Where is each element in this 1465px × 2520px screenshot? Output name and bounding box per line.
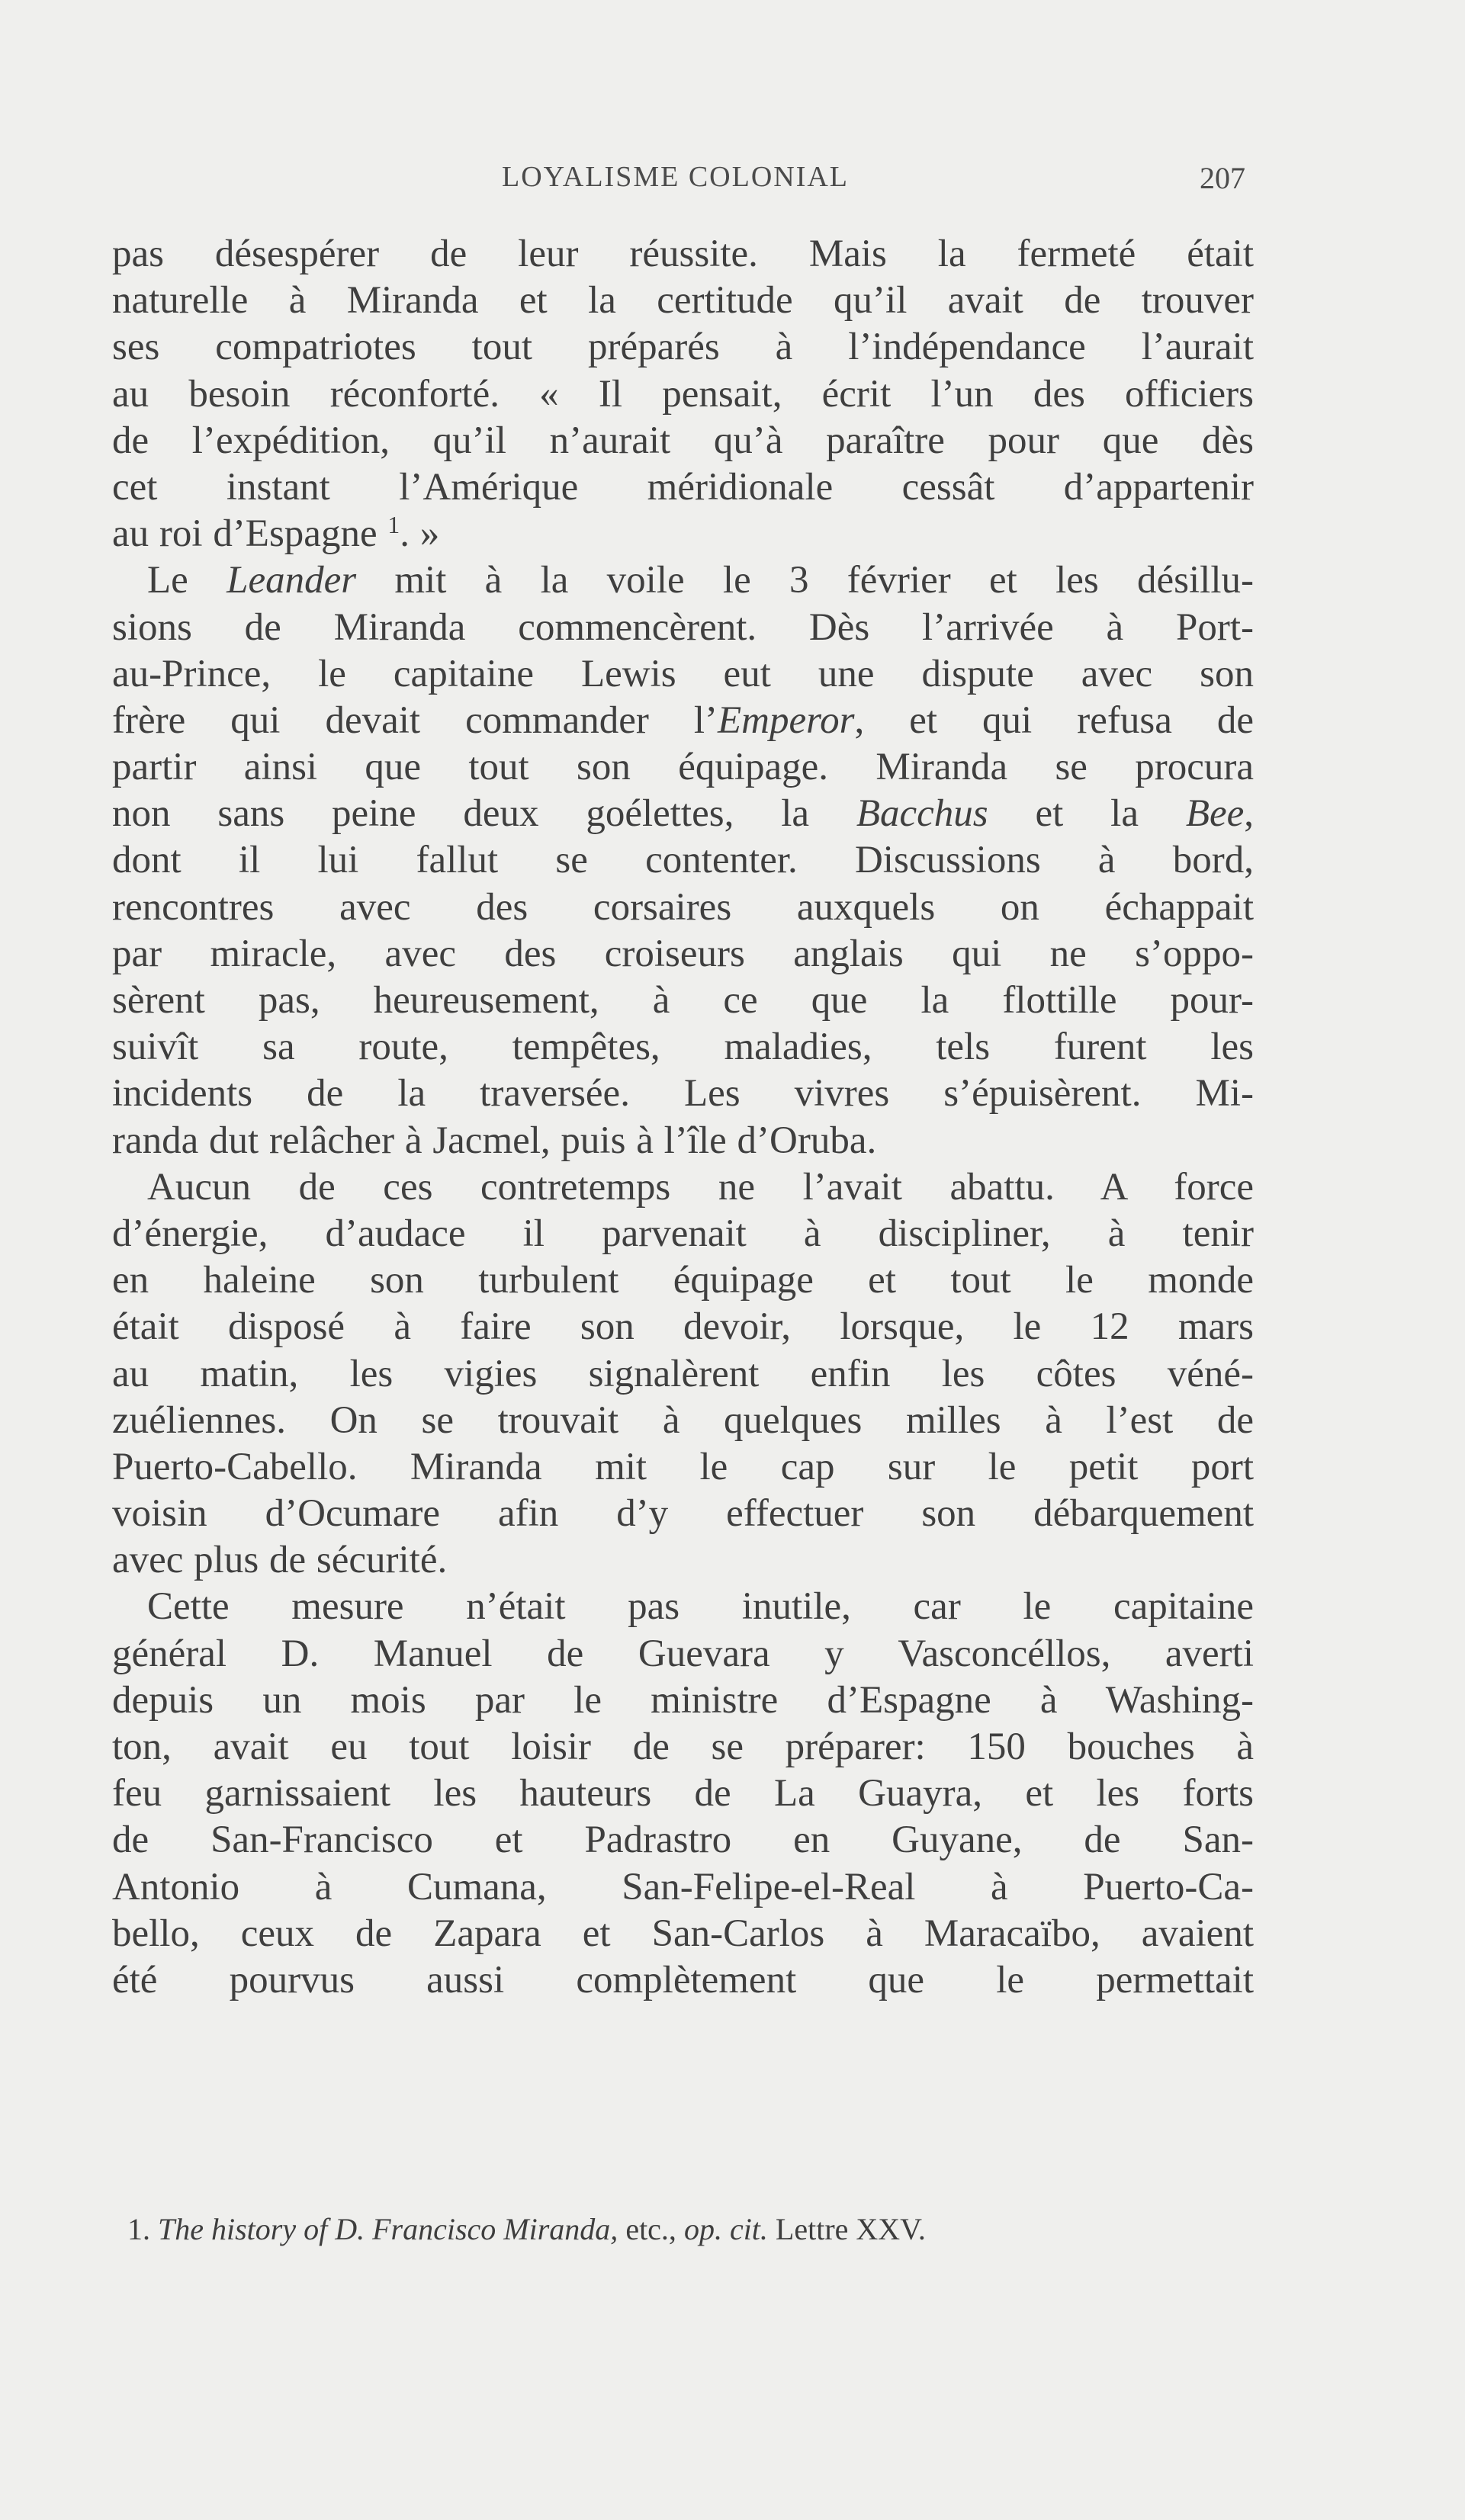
- text-line: général D. Manuel de Guevara y Vasconcéllos, averti: [112, 1632, 1254, 1675]
- text-fragment: non sans peine deux goélettes, la: [112, 792, 856, 836]
- text-fragment: ,: [1244, 792, 1254, 836]
- text-line: randa dut relâcher à Jacmel, puis à l’île d’Oruba.: [112, 1119, 877, 1162]
- text-line: voisin d’Ocumare afin d’y effectuer son débarquement: [112, 1492, 1254, 1536]
- page-number: 207: [1200, 161, 1245, 195]
- text-line: au besoin réconforté. « Il pensait, écrit l’un des officiers: [112, 372, 1254, 416]
- text-line: depuis un mois par le ministre d’Espagne à Washing-: [112, 1678, 1254, 1722]
- text-fragment: au roi d’Espagne: [112, 512, 377, 556]
- text-fragment: . »: [400, 512, 440, 556]
- text-fragment: , et qui refusa de: [854, 698, 1255, 742]
- running-head: LOYALISME COLONIAL: [502, 161, 850, 193]
- text-line: ton, avait eu tout loisir de se préparer: 150 bouches à: [112, 1725, 1254, 1768]
- text-line: au matin, les vigies signalèrent enfin les côtes véné-: [112, 1352, 1254, 1395]
- paragraph-3: [112, 1164, 1254, 1584]
- text-line: bello, ceux de Zapara et San-Carlos à Maracaïbo, avaient: [112, 1912, 1254, 1955]
- text-line: sions de Miranda commencèrent. Dès l’arrivée à Port-: [112, 605, 1254, 649]
- page-header: [0, 160, 1465, 206]
- text-line: Puerto-Cabello. Miranda mit le cap sur le petit port: [112, 1445, 1254, 1488]
- text-line: au-Prince, le capitaine Lewis eut une dispute avec son: [112, 652, 1254, 695]
- paragraph-4: [112, 1584, 1254, 2004]
- footnote-op-cit: op. cit.: [683, 2212, 768, 2246]
- text-fragment: et la: [988, 792, 1186, 836]
- text-line: pas désespérer de leur réussite. Mais la fermeté était: [112, 233, 1254, 275]
- ship-name: Emperor: [718, 698, 855, 742]
- text-line: [112, 698, 1254, 744]
- text-line: cet instant l’Amérique méridionale cessât d’appartenir: [112, 465, 1254, 509]
- text-line: ses compatriotes tout préparés à l’indépendance l’aurait: [112, 326, 1254, 369]
- paragraph-2: [112, 557, 1254, 1164]
- text-line: de San-Francisco et Padrastro en Guyane, de San-: [112, 1819, 1254, 1862]
- footnote-title: The history of D. Francisco Miranda,: [158, 2212, 618, 2246]
- footnote-reference: 1: [387, 511, 400, 538]
- text-line: suivît sa route, tempêtes, maladies, tels furent les: [112, 1026, 1254, 1069]
- text-line: par miracle, avec des croiseurs anglais qui ne s’oppo-: [112, 932, 1254, 975]
- text-fragment: mit à la voile le 3 février et les désillu-: [356, 559, 1254, 602]
- ship-name: Bee: [1185, 792, 1245, 836]
- text-line: sèrent pas, heureusement, à ce que la flottille pour-: [112, 979, 1254, 1022]
- text-fragment: frère qui devait commander l’: [112, 698, 718, 742]
- paragraph-1: [112, 231, 1254, 557]
- text-fragment: Le: [147, 559, 227, 602]
- footnote-letter: Lettre XXV.: [767, 2212, 926, 2246]
- ship-name: Bacchus: [856, 792, 988, 836]
- text-line: Cette mesure n’était pas inutile, car le capitaine: [147, 1585, 1254, 1629]
- footnote-number: 1.: [127, 2212, 150, 2246]
- text-line: incidents de la traversée. Les vivres s’épuisèrent. Mi-: [112, 1072, 1254, 1116]
- footnote: [127, 2210, 1271, 2249]
- text-line: [112, 557, 1254, 604]
- text-line: [112, 511, 1254, 557]
- footnote-etc: etc.,: [618, 2212, 684, 2246]
- text-line: zuéliennes. On se trouvait à quelques milles à l’est de: [112, 1398, 1254, 1442]
- text-line: été pourvus aussi complètement que le permettait: [112, 1958, 1254, 2002]
- main-text: [112, 231, 1254, 2004]
- ship-name: Leander: [226, 559, 357, 602]
- text-line: [112, 791, 1254, 837]
- text-line: de l’expédition, qu’il n’aurait qu’à paraître pour que dès: [112, 419, 1254, 462]
- text-line: était disposé à faire son devoir, lorsque, le 12 mars: [112, 1305, 1254, 1349]
- text-line: Antonio à Cumana, San-Felipe-el-Real à Puerto-Ca-: [112, 1865, 1254, 1908]
- text-line: naturelle à Miranda et la certitude qu’il avait de trouver: [112, 279, 1254, 323]
- text-line: feu garnissaient les hauteurs de La Guayra, et les forts: [112, 1772, 1254, 1815]
- text-line: Aucun de ces contretemps ne l’avait abattu. A force: [147, 1165, 1254, 1209]
- text-line: d’énergie, d’audace il parvenait à discipliner, à tenir: [112, 1212, 1254, 1255]
- text-line: dont il lui fallut se contenter. Discussions à bord,: [112, 839, 1254, 882]
- text-line: partir ainsi que tout son équipage. Miranda se procura: [112, 746, 1254, 789]
- text-line: rencontres avec des corsaires auxquels on échappait: [112, 885, 1254, 929]
- text-line: avec plus de sécurité.: [112, 1539, 448, 1582]
- text-line: en haleine son turbulent équipage et tout le monde: [112, 1259, 1254, 1302]
